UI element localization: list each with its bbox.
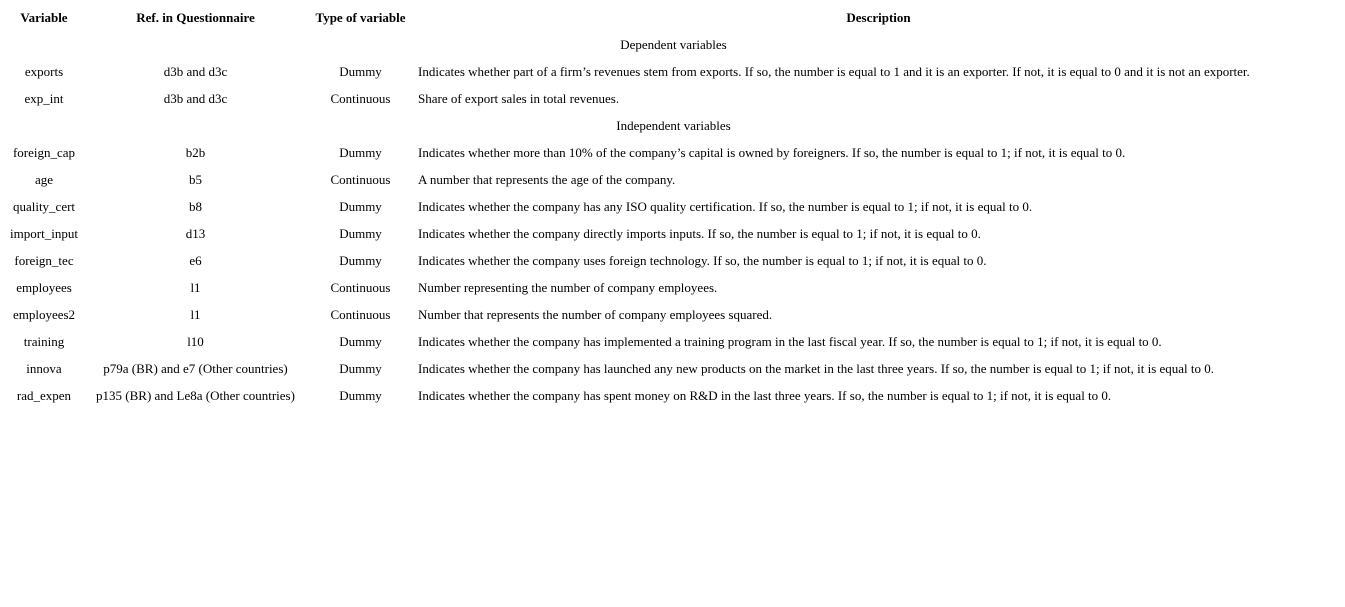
cell-ref: l10: [187, 333, 204, 349]
section-row-dependent: [4, 31, 1343, 58]
cell-description: Number representing the number of company employees.: [418, 279, 718, 295]
cell-variable: training: [23, 333, 65, 349]
cell-description: Indicates whether the company has implemented a training program in the last fiscal year. If so, the number is equal to 1; if not, it is equal to 0.: [418, 333, 1162, 349]
cell-type: Continuous: [330, 279, 391, 295]
table-row: [4, 58, 1343, 85]
table-row: [4, 328, 1343, 355]
cell-description: Indicates whether part of a firm’s revenues stem from exports. If so, the number is equal to 1 and it is an exporter. If not, it is equal to 0 and it is not an exporter.: [418, 63, 1250, 79]
cell-ref: b2b: [185, 144, 206, 160]
cell-type: Dummy: [339, 252, 382, 268]
cell-type: Dummy: [339, 63, 382, 79]
cell-ref: d13: [185, 225, 206, 241]
cell-variable: rad_expen: [16, 387, 72, 403]
table-row: [4, 355, 1343, 382]
table-row: [4, 220, 1343, 247]
cell-ref: l1: [190, 279, 201, 295]
cell-type: Dummy: [339, 225, 382, 241]
cell-ref: b5: [189, 171, 202, 187]
table-row: [4, 274, 1343, 301]
cell-variable: exports: [24, 63, 64, 79]
cell-description: A number that represents the age of the company.: [418, 171, 676, 187]
section-row-independent: [4, 112, 1343, 139]
cell-variable: employees2: [12, 306, 76, 322]
table-row: [4, 301, 1343, 328]
cell-ref: b8: [189, 198, 202, 214]
cell-description: Indicates whether more than 10% of the company’s capital is owned by foreigners. If so, the number is equal to 1; if not, it is equal to 0.: [418, 144, 1126, 160]
cell-description: Indicates whether the company directly imports inputs. If so, the number is equal to 1; if not, it is equal to 0.: [418, 225, 981, 241]
cell-type: Dummy: [339, 198, 382, 214]
cell-description: Number that represents the number of company employees squared.: [418, 306, 773, 322]
cell-type: Dummy: [339, 144, 382, 160]
cell-description: Indicates whether the company has spent money on R&D in the last three years. If so, the number is equal to 1; if not, it is equal to 0.: [418, 387, 1112, 403]
cell-type: Dummy: [339, 360, 382, 376]
variables-table: [4, 4, 1343, 409]
cell-description: Indicates whether the company has any ISO quality certification. If so, the number is equal to 1; if not, it is equal to 0.: [418, 198, 1033, 214]
cell-type: Continuous: [330, 90, 391, 106]
cell-variable: innova: [26, 360, 62, 376]
cell-ref: p135 (BR) and Le8a (Other countries): [96, 387, 295, 403]
header-row: [4, 4, 1343, 31]
cell-type: Continuous: [330, 306, 391, 322]
cell-ref: d3b and d3c: [163, 63, 228, 79]
cell-ref: e6: [189, 252, 202, 268]
table-row: [4, 193, 1343, 220]
header-description: Description: [846, 9, 911, 25]
cell-type: Dummy: [339, 333, 382, 349]
cell-type: Dummy: [339, 387, 382, 403]
cell-description: Indicates whether the company has launched any new products on the market in the last three years. If so, the number is equal to 1; if not, it is equal to 0.: [418, 360, 1215, 376]
cell-type: Continuous: [330, 171, 391, 187]
section-label-dependent: Dependent variables: [620, 36, 727, 52]
cell-variable: import_input: [10, 225, 78, 241]
cell-ref: l1: [190, 306, 201, 322]
cell-variable: foreign_cap: [12, 144, 76, 160]
cell-description: Share of export sales in total revenues.: [418, 90, 620, 106]
cell-variable: age: [34, 171, 54, 187]
cell-variable: employees: [16, 279, 72, 295]
table-row: [4, 247, 1343, 274]
table-row: [4, 166, 1343, 193]
table-row: [4, 139, 1343, 166]
cell-ref: d3b and d3c: [163, 90, 228, 106]
cell-variable: foreign_tec: [14, 252, 74, 268]
header-ref: Ref. in Questionnaire: [136, 9, 255, 25]
table-row: [4, 382, 1343, 409]
cell-variable: quality_cert: [12, 198, 76, 214]
table-row: [4, 85, 1343, 112]
cell-ref: p79a (BR) and e7 (Other countries): [103, 360, 288, 376]
header-variable: Variable: [20, 9, 68, 25]
cell-variable: exp_int: [24, 90, 64, 106]
cell-description: Indicates whether the company uses foreign technology. If so, the number is equal to 1; if not, it is equal to 0.: [418, 252, 987, 268]
section-label-independent: Independent variables: [616, 117, 731, 133]
header-type: Type of variable: [315, 9, 406, 25]
